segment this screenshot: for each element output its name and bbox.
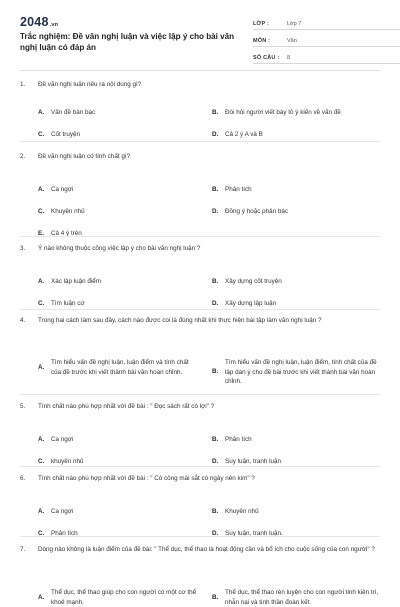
answer-text: Phân tích	[51, 530, 78, 537]
answer-option-a[interactable]	[38, 358, 198, 377]
meta-row-socau	[253, 47, 400, 64]
answer-text: Ca ngợi	[51, 186, 74, 193]
answer-letter: C.	[38, 300, 45, 307]
question-text: Đề văn nghị luận có tính chất gì?	[38, 153, 131, 160]
answer-text: Khuyên nhủ	[51, 208, 85, 215]
question-divider	[20, 236, 380, 237]
meta-label-mon: MÔN :	[253, 38, 271, 44]
answer-option-b[interactable]	[212, 435, 252, 445]
logo-text: 2048	[20, 15, 49, 29]
answer-letter: D.	[212, 458, 219, 465]
answer-option-d[interactable]	[212, 299, 276, 309]
answer-letter: C.	[38, 208, 45, 215]
meta-value-lop: Lớp 7	[287, 21, 302, 27]
answer-letter: D.	[212, 530, 219, 537]
answer-letter: B.	[212, 368, 219, 376]
question-text: Tính chất nào phù hợp nhất với đề bài : " Có công mài sắt có ngày nên kim" ?	[38, 475, 255, 482]
answer-option-b[interactable]	[212, 277, 282, 287]
question-stem	[20, 316, 380, 326]
answer-text: Xây dựng cốt truyện	[225, 278, 282, 285]
question-stem	[20, 402, 380, 412]
question-5	[20, 402, 380, 465]
answer-text: khuyên nhủ	[51, 458, 84, 465]
question-number: 6.	[20, 475, 26, 482]
question-stem	[20, 474, 380, 484]
answer-option-a[interactable]	[38, 588, 198, 607]
answer-option-c[interactable]	[38, 207, 85, 217]
question-text: Đề văn nghị luận nêu ra nội dung gì?	[38, 81, 142, 88]
answer-option-c[interactable]	[38, 130, 80, 140]
header	[20, 0, 380, 70]
answer-option-d[interactable]	[212, 529, 283, 539]
question-number: 5.	[20, 403, 26, 410]
question-6	[20, 474, 380, 537]
answer-text: Phân tích	[225, 436, 252, 443]
answer-text: Thể dục, thể thao giúp cho con người có một cơ thể khoẻ mạnh.	[51, 589, 197, 606]
question-text: Tính chất nào phù hợp nhất với đề bài : " Đọc sách rất có lợi" ?	[38, 403, 215, 410]
answer-text: Khuyên nhủ	[225, 508, 259, 515]
question-divider	[20, 309, 380, 310]
answer-option-c[interactable]	[38, 299, 85, 309]
answer-letter: B.	[212, 186, 219, 193]
answer-letter: C.	[38, 131, 45, 138]
answer-option-a[interactable]	[38, 185, 73, 195]
answer-letter: B.	[212, 278, 219, 285]
answer-option-b[interactable]	[212, 108, 341, 118]
question-number: 3.	[20, 245, 26, 252]
answer-option-b[interactable]	[212, 507, 259, 517]
answer-text: Đồng ý hoặc phản bác	[225, 208, 289, 215]
answer-option-a[interactable]	[38, 277, 101, 287]
answer-option-d[interactable]	[212, 207, 288, 217]
question-divider	[20, 536, 380, 537]
answer-text: Cả 4 ý trên	[51, 230, 82, 237]
answer-letter: B.	[212, 508, 219, 515]
question-stem	[20, 152, 380, 162]
answer-text: Thể dục, thể thao rèn luyện cho con người tinh kiên trì, nhẫn nại và tinh thần đoàn kết.	[225, 589, 379, 606]
answer-text: Suy luận, tranh luận	[225, 458, 282, 465]
question-text: Ý nào không thuộc công việc lập ý cho bài văn nghị luận ?	[38, 245, 201, 252]
answer-text: Xây dựng lập luận	[225, 300, 277, 307]
answer-option-d[interactable]	[212, 130, 263, 140]
answer-letter: A.	[38, 436, 45, 443]
question-stem	[20, 244, 380, 254]
answer-letter: E.	[38, 230, 44, 237]
answer-option-a[interactable]	[38, 108, 95, 118]
meta-label-lop: LỚP :	[253, 21, 269, 27]
answer-text: Ca ngợi	[51, 436, 74, 443]
answer-option-b[interactable]	[212, 358, 380, 387]
meta-label-socau: SỐ CÂU :	[253, 55, 280, 61]
answer-option-b[interactable]	[212, 185, 252, 195]
answer-text: Ca ngợi	[51, 508, 74, 515]
answer-letter: A.	[38, 593, 45, 601]
meta-row-lop	[253, 13, 400, 30]
question-1	[20, 80, 380, 138]
answer-letter: A.	[38, 278, 45, 285]
question-divider	[20, 466, 380, 467]
answer-option-e[interactable]	[38, 229, 82, 239]
question-stem	[20, 545, 380, 555]
meta-value-mon: Văn	[287, 38, 297, 44]
answer-letter: A.	[38, 109, 45, 116]
page-title: Trắc nghiệm: Đề văn nghị luận và việc lập ý cho bài văn nghị luận có đáp án	[20, 32, 235, 52]
site-logo[interactable]	[20, 15, 58, 29]
answer-letter: C.	[38, 530, 45, 537]
question-2	[20, 152, 380, 237]
answer-text: Cốt truyện	[51, 131, 81, 138]
question-number: 1.	[20, 81, 26, 88]
logo-tld: .vn	[49, 22, 59, 28]
question-text: Trong hai cách làm sau đây, cách nào được coi là đúng nhất khi thực hiện bài tập làm văn nghị luận ?	[38, 317, 322, 324]
answer-text: Đòi hỏi người viết bày tỏ ý kiến về vấn đề	[225, 109, 341, 116]
answer-text: Tìm hiểu vấn đề nghị luận, luận điểm và tính chất của đề trước khi viết thành bài văn hoàn chỉnh.	[51, 359, 189, 376]
answer-text: Vấn đề bàn bạc	[51, 109, 96, 116]
question-divider	[20, 141, 380, 142]
answer-letter: B.	[212, 436, 219, 443]
meta-info	[253, 13, 400, 64]
answer-letter: B.	[212, 593, 219, 601]
question-4	[20, 316, 380, 385]
answer-option-a[interactable]	[38, 435, 73, 445]
answer-text: Phân tích	[225, 186, 252, 193]
answer-letter: D.	[212, 131, 219, 138]
answer-option-a[interactable]	[38, 507, 73, 517]
answer-letter: D.	[212, 300, 219, 307]
answer-text: Tìm luận cứ	[51, 300, 85, 307]
question-number: 7.	[20, 546, 26, 553]
answer-letter: B.	[212, 109, 219, 116]
question-text: Dòng nào không là luận điểm của đề bài: " Thể dục, thể thao là hoạt động cần và bổ ích cho cuộc sống của con người" ?	[38, 546, 375, 553]
answer-letter: A.	[38, 186, 45, 193]
answer-letter: C.	[38, 458, 45, 465]
answer-text: Xác lập luận điểm	[51, 278, 102, 285]
answer-text: Suy luận, tranh luận.	[225, 530, 283, 537]
question-3	[20, 244, 380, 307]
answer-option-b[interactable]	[212, 588, 380, 607]
meta-value-socau: 8	[287, 55, 291, 61]
answer-text: Tìm hiểu vấn đề nghị luận, luận điểm, tính chất của đề lập dàn ý cho đề bài trước khi viết thành bài văn hoàn chỉnh.	[225, 359, 377, 385]
header-divider	[20, 70, 380, 71]
question-stem	[20, 80, 380, 90]
question-number: 4.	[20, 317, 26, 324]
answer-letter: A.	[38, 363, 45, 371]
answer-letter: A.	[38, 508, 45, 515]
answer-option-c[interactable]	[38, 529, 78, 539]
question-7	[20, 545, 380, 606]
question-divider	[20, 394, 380, 395]
question-number: 2.	[20, 153, 26, 160]
answer-text: Cả 2 ý A và B	[225, 131, 263, 138]
meta-row-mon	[253, 30, 400, 47]
answer-letter: D.	[212, 208, 219, 215]
